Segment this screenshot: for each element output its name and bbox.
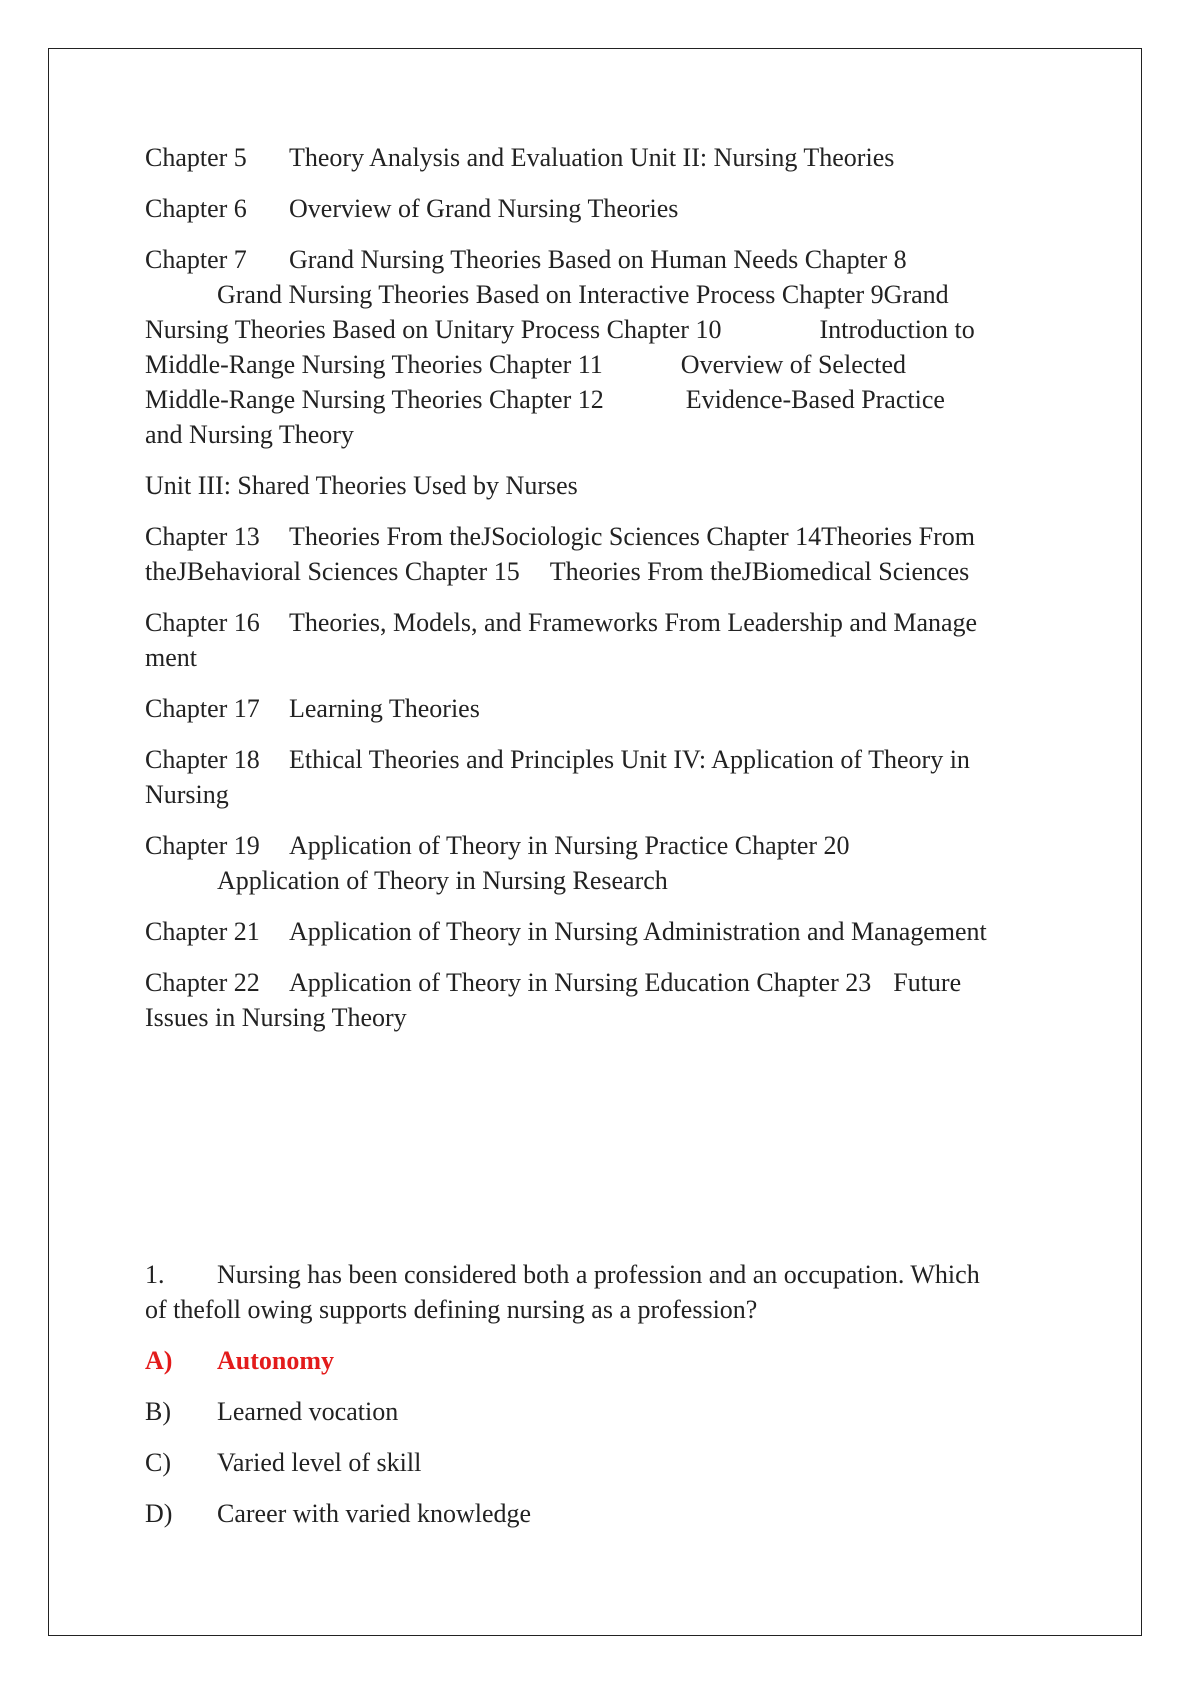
question-block	[145, 1257, 1045, 1547]
table-of-contents	[145, 140, 1045, 1051]
answer-option-c: C) Varied level of skill	[145, 1448, 422, 1477]
toc-entry-chapter-19: Chapter 19 Application of Theory in Nursing Practice Chapter 20 Application of Theory in Nursing Research	[145, 831, 850, 895]
toc-entry-chapter-18: Chapter 18 Ethical Theories and Principles Unit IV: Application of Theory in Nursing	[145, 745, 970, 809]
toc-entry-chapter-13: Chapter 13 Theories From theJSociologic Sciences Chapter 14Theories From theJBehavioral Sciences Chapter 15 Theories From theJBiomedical Sciences	[145, 522, 975, 586]
toc-entry-chapter-21: Chapter 21 Application of Theory in Nursing Administration and Management	[145, 917, 987, 946]
toc-entry-chapter-16: Chapter 16 Theories, Models, and Frameworks From Leadership and Manage ment	[145, 608, 978, 672]
question-stem: 1. Nursing has been considered both a profession and an occupation. Which of thefoll owing supports defining nursing as a profession?	[145, 1257, 1045, 1327]
question-number: 1.	[145, 1260, 165, 1289]
toc-unit-3: Unit III: Shared Theories Used by Nurses	[145, 471, 578, 500]
toc-entry-chapter-5: Chapter 5 Theory Analysis and Evaluation Unit II: Nursing Theories	[145, 143, 895, 172]
toc-entry-chapter-22: Chapter 22 Application of Theory in Nursing Education Chapter 23 Future Issues in Nursing Theory	[145, 968, 962, 1032]
answer-option-a: A) Autonomy	[145, 1346, 335, 1375]
toc-entry-chapter-7: Chapter 7 Grand Nursing Theories Based on Human Needs Chapter 8 Grand Nursing Theories Based on Interactive Process Chapter 9Grand Nursing Theories Based on Unitary Process Chapter 10 Introduction to Middle-Range Nursing Theories Chapter 11 Overview of Selected Middle-Range Nursing Theories Chapter 12 Evidence-Based Practice and Nursing Theory	[145, 245, 975, 449]
answer-option-b: B) Learned vocation	[145, 1397, 399, 1426]
answer-option-d: D) Career with varied knowledge	[145, 1499, 532, 1528]
toc-entry-chapter-17: Chapter 17 Learning Theories	[145, 694, 480, 723]
toc-entry-chapter-6: Chapter 6 Overview of Grand Nursing Theories	[145, 194, 679, 223]
